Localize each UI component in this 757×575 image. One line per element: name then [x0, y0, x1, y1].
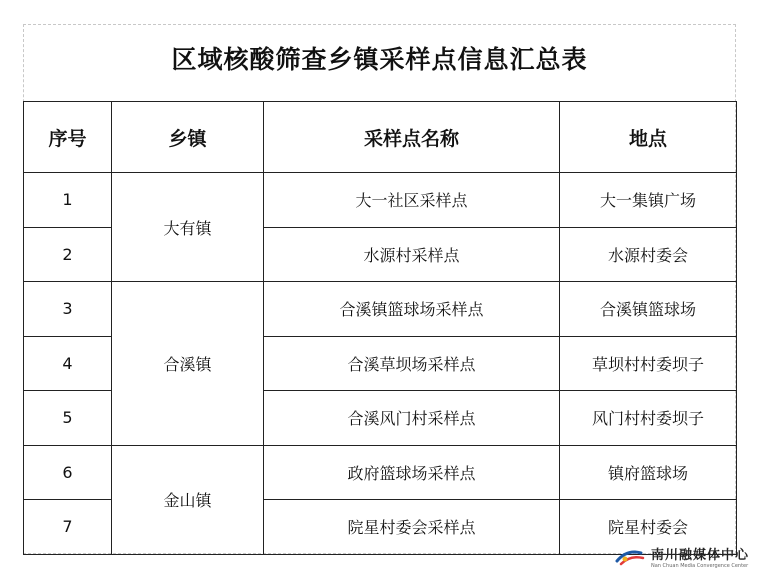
header-site: 采样点名称 [264, 102, 560, 173]
watermark-subtitle: Nan Chuan Media Convergence Center [650, 563, 749, 569]
site-name: 水源村采样点 [264, 227, 560, 282]
site-name: 院星村委会采样点 [264, 500, 560, 555]
header-location: 地点 [560, 102, 737, 173]
row-no: 2 [24, 227, 112, 282]
table-row [24, 445, 737, 500]
row-no: 7 [24, 500, 112, 555]
watermark-name: 南川融媒体中心 [650, 548, 749, 563]
table-row [24, 282, 737, 337]
site-name: 合溪草坝场采样点 [264, 336, 560, 391]
site-location: 风门村村委坝子 [560, 391, 737, 446]
site-name: 大一社区采样点 [264, 173, 560, 228]
site-name: 合溪风门村采样点 [264, 391, 560, 446]
page-title: 区域核酸筛查乡镇采样点信息汇总表 [171, 45, 588, 74]
town-cell: 合溪镇 [112, 282, 264, 446]
row-no: 3 [24, 282, 112, 337]
site-location: 草坝村村委坝子 [560, 336, 737, 391]
table-row [24, 173, 737, 228]
header-row [24, 102, 737, 173]
row-no: 4 [24, 336, 112, 391]
header-town: 乡镇 [112, 102, 264, 173]
site-location: 院星村委会 [560, 500, 737, 555]
header-no: 序号 [24, 102, 112, 173]
site-location: 镇府篮球场 [560, 445, 737, 500]
row-no: 5 [24, 391, 112, 446]
town-cell: 金山镇 [112, 445, 264, 554]
summary-table [23, 101, 737, 555]
town-cell: 大有镇 [112, 173, 264, 282]
site-location: 大一集镇广场 [560, 173, 737, 228]
site-location: 水源村委会 [560, 227, 737, 282]
media-logo-icon [615, 547, 647, 571]
site-location: 合溪镇篮球场 [560, 282, 737, 337]
row-no: 1 [24, 173, 112, 228]
media-watermark [615, 547, 749, 571]
row-no: 6 [24, 445, 112, 500]
site-name: 合溪镇篮球场采样点 [264, 282, 560, 337]
site-name: 政府篮球场采样点 [264, 445, 560, 500]
